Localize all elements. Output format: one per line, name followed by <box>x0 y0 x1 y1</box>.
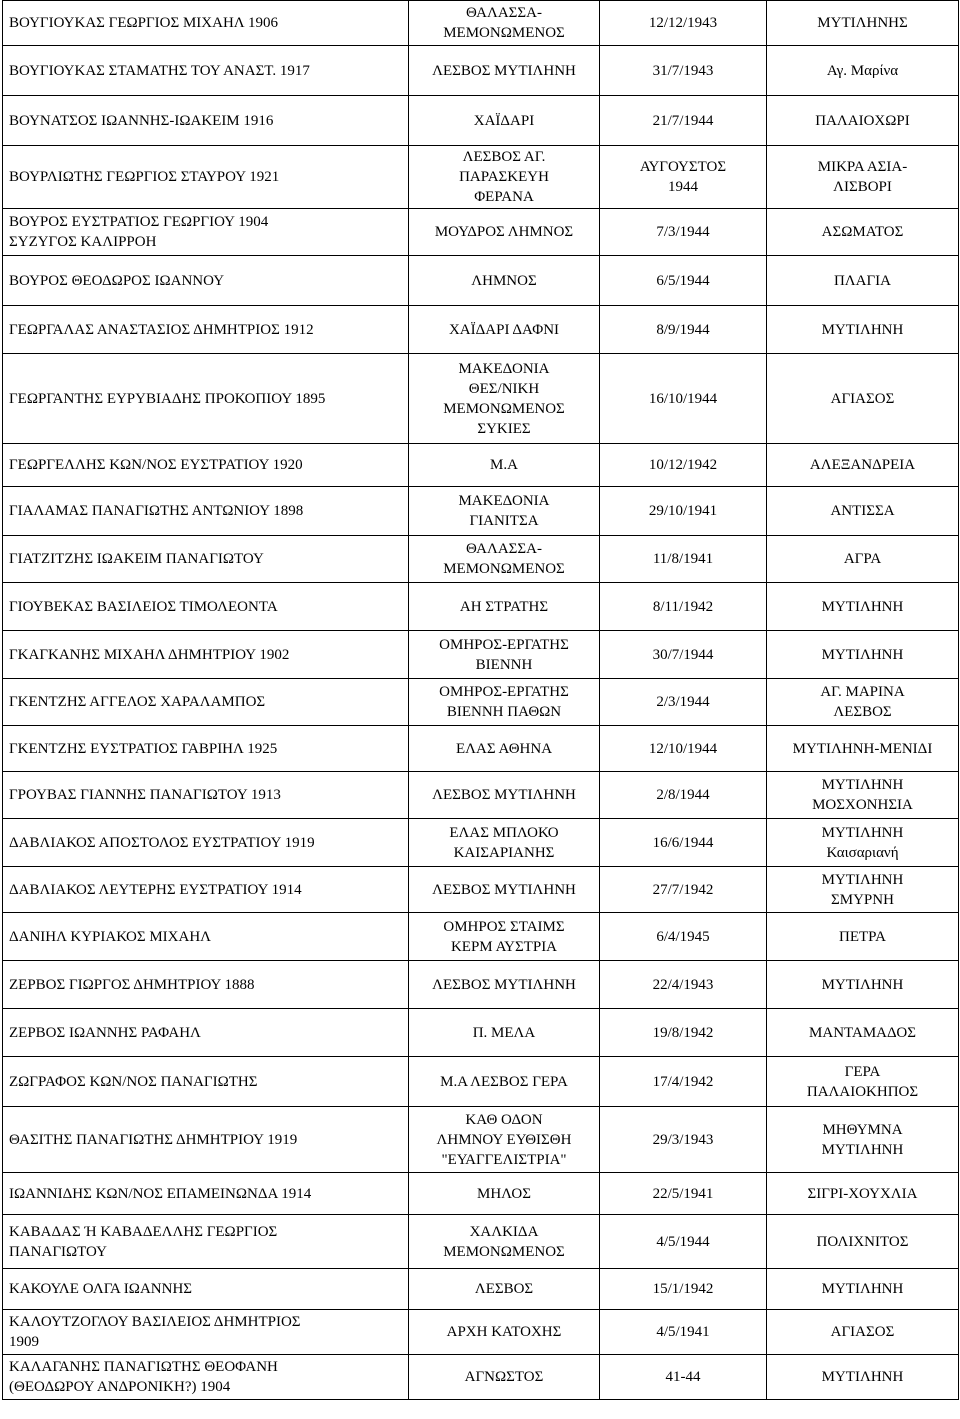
date-of-death: 19/8/1942 <box>600 1009 767 1057</box>
person-name: ΖΩΓΡΑΦΟΣ ΚΩΝ/ΝΟΣ ΠΑΝΑΓΙΩΤΗΣ <box>3 1057 409 1107</box>
person-name: ΓΡΟΥΒΑΣ ΓΙΑΝΝΗΣ ΠΑΝΑΓΙΩΤΟΥ 1913 <box>3 772 409 819</box>
table-row <box>3 961 959 1009</box>
place-of-origin: ΑΓΡΑ <box>767 536 959 583</box>
place-of-origin: ΜΗΘΥΜΝΑ ΜΥΤΙΛΗΝΗ <box>767 1107 959 1173</box>
table-row <box>3 631 959 679</box>
table-row <box>3 1355 959 1400</box>
place-of-origin: ΜΥΤΙΛΗΝΗ <box>767 961 959 1009</box>
table-row <box>3 1310 959 1355</box>
date-of-death: 12/12/1943 <box>600 1 767 46</box>
person-name: ΓΙΑΛΑΜΑΣ ΠΑΝΑΓΙΩΤΗΣ ΑΝΤΩΝΙΟΥ 1898 <box>3 487 409 536</box>
place-of-origin: ΜΥΤΙΛΗΝΗ <box>767 306 959 354</box>
place-of-death: ΑΗ ΣΤΡΑΤΗΣ <box>409 583 600 631</box>
table-row <box>3 46 959 96</box>
place-of-origin: ΜΥΤΙΛΗΝΗ-ΜΕΝΙΔΙ <box>767 726 959 772</box>
place-of-origin: Αγ. Μαρίνα <box>767 46 959 96</box>
place-of-origin: ΑΓ. ΜΑΡΙΝΑ ΛΕΣΒΟΣ <box>767 679 959 726</box>
date-of-death: 27/7/1942 <box>600 867 767 913</box>
person-name: ΚΑΒΑΔΑΣ Ή ΚΑΒΑΔΕΛΛΗΣ ΓΕΩΡΓΙΟΣ ΠΑΝΑΓΙΩΤΟΥ <box>3 1215 409 1269</box>
person-name: ΘΑΣΙΤΗΣ ΠΑΝΑΓΙΩΤΗΣ ΔΗΜΗΤΡΙΟΥ 1919 <box>3 1107 409 1173</box>
place-of-death: ΘΑΛΑΣΣΑ- ΜΕΜΟΝΩΜΕΝΟΣ <box>409 1 600 46</box>
table-row <box>3 1057 959 1107</box>
date-of-death: ΑΥΓΟΥΣΤΟΣ 1944 <box>600 146 767 209</box>
date-of-death: 22/5/1941 <box>600 1173 767 1215</box>
table-row <box>3 726 959 772</box>
date-of-death: 16/6/1944 <box>600 819 767 867</box>
table-row <box>3 354 959 444</box>
place-of-death: ΑΡΧΗ ΚΑΤΟΧΗΣ <box>409 1310 600 1355</box>
person-name: ΚΑΚΟΥΛΕ ΟΛΓΑ ΙΩΑΝΝΗΣ <box>3 1269 409 1310</box>
date-of-death: 7/3/1944 <box>600 209 767 256</box>
table-row <box>3 536 959 583</box>
date-of-death: 4/5/1944 <box>600 1215 767 1269</box>
table-row <box>3 96 959 146</box>
person-name: ΖΕΡΒΟΣ ΓΙΩΡΓΟΣ ΔΗΜΗΤΡΙΟΥ 1888 <box>3 961 409 1009</box>
person-name: ΓΙΟΥΒΕΚΑΣ ΒΑΣΙΛΕΙΟΣ ΤΙΜΟΛΕΟΝΤΑ <box>3 583 409 631</box>
date-of-death: 29/3/1943 <box>600 1107 767 1173</box>
place-of-death: ΑΓΝΩΣΤΟΣ <box>409 1355 600 1400</box>
place-of-death: ΛΕΣΒΟΣ ΜΥΤΙΛΗΝΗ <box>409 961 600 1009</box>
table-row <box>3 819 959 867</box>
person-name: ΙΩΑΝΝΙΔΗΣ ΚΩΝ/ΝΟΣ ΕΠΑΜΕΙΝΩΝΔΑ 1914 <box>3 1173 409 1215</box>
table-row <box>3 209 959 256</box>
place-of-origin: ΜΥΤΙΛΗΝΗ Καισαριανή <box>767 819 959 867</box>
place-of-death: ΧΑΪΔΑΡΙ <box>409 96 600 146</box>
place-of-death: ΧΑΪΔΑΡΙ ΔΑΦΝΙ <box>409 306 600 354</box>
place-of-death: ΜΑΚΕΔΟΝΙΑ ΘΕΣ/ΝΙΚΗ ΜΕΜΟΝΩΜΕΝΟΣ ΣΥΚΙΕΣ <box>409 354 600 444</box>
place-of-death: ΕΛΑΣ ΑΘΗΝΑ <box>409 726 600 772</box>
place-of-death: ΛΕΣΒΟΣ ΜΥΤΙΛΗΝΗ <box>409 46 600 96</box>
table-row <box>3 256 959 306</box>
place-of-origin: ΣΙΓΡΙ-ΧΟΥΧΛΙΑ <box>767 1173 959 1215</box>
place-of-death: ΟΜΗΡΟΣ ΣΤΑΙΜΣ ΚΕΡΜ ΑΥΣΤΡΙΑ <box>409 913 600 961</box>
table-row <box>3 1009 959 1057</box>
person-name: ΓΕΩΡΓΑΝΤΗΣ ΕΥΡΥΒΙΑΔΗΣ ΠΡΟΚΟΠΙΟΥ 1895 <box>3 354 409 444</box>
place-of-death: ΛΕΣΒΟΣ <box>409 1269 600 1310</box>
place-of-death: ΧΑΛΚΙΔΑ ΜΕΜΟΝΩΜΕΝΟΣ <box>409 1215 600 1269</box>
person-name: ΚΑΛΑΓΑΝΗΣ ΠΑΝΑΓΙΩΤΗΣ ΘΕΟΦΑΝΗ (ΘΕΟΔΩΡΟΥ ΑΝΔΡΟΝΙΚΗ?) 1904 <box>3 1355 409 1400</box>
casualty-table <box>2 0 959 1400</box>
place-of-origin: ΠΑΛΑΙΟΧΩΡΙ <box>767 96 959 146</box>
table-row <box>3 146 959 209</box>
person-name: ΒΟΥΡΟΣ ΘΕΟΔΩΡΟΣ ΙΩΑΝΝΟΥ <box>3 256 409 306</box>
place-of-death: ΜΗΛΟΣ <box>409 1173 600 1215</box>
person-name: ΒΟΥΝΑΤΣΟΣ ΙΩΑΝΝΗΣ-ΙΩΑΚΕΙΜ 1916 <box>3 96 409 146</box>
place-of-death: ΟΜΗΡΟΣ-ΕΡΓΑΤΗΣ ΒΙΕΝΝΗ <box>409 631 600 679</box>
date-of-death: 12/10/1944 <box>600 726 767 772</box>
place-of-death: Μ.Α ΛΕΣΒΟΣ ΓΕΡΑ <box>409 1057 600 1107</box>
date-of-death: 8/9/1944 <box>600 306 767 354</box>
table-row <box>3 1215 959 1269</box>
place-of-death: ΛΕΣΒΟΣ ΜΥΤΙΛΗΝΗ <box>409 772 600 819</box>
place-of-origin: ΑΛΕΞΑΝΔΡΕΙΑ <box>767 444 959 487</box>
place-of-origin: ΜΥΤΙΛΗΝΗ ΣΜΥΡΝΗ <box>767 867 959 913</box>
table-row <box>3 444 959 487</box>
person-name: ΓΚΕΝΤΖΗΣ ΑΓΓΕΛΟΣ ΧΑΡΑΛΑΜΠΟΣ <box>3 679 409 726</box>
table-row <box>3 1269 959 1310</box>
table-row <box>3 306 959 354</box>
person-name: ΒΟΥΓΙΟΥΚΑΣ ΓΕΩΡΓΙΟΣ ΜΙΧΑΗΛ 1906 <box>3 1 409 46</box>
date-of-death: 17/4/1942 <box>600 1057 767 1107</box>
place-of-death: ΕΛΑΣ ΜΠΛΟΚΟ ΚΑΙΣΑΡΙΑΝΗΣ <box>409 819 600 867</box>
date-of-death: 2/8/1944 <box>600 772 767 819</box>
place-of-origin: ΜΥΤΙΛΗΝΗ <box>767 631 959 679</box>
table-row <box>3 1107 959 1173</box>
table-row <box>3 772 959 819</box>
person-name: ΔΑΒΛΙΑΚΟΣ ΛΕΥΤΕΡΗΣ ΕΥΣΤΡΑΤΙΟΥ 1914 <box>3 867 409 913</box>
person-name: ΚΑΛΟΥΤΖΟΓΛΟΥ ΒΑΣΙΛΕΙΟΣ ΔΗΜΗΤΡΙΟΣ 1909 <box>3 1310 409 1355</box>
date-of-death: 41-44 <box>600 1355 767 1400</box>
place-of-origin: ΠΟΛΙΧΝΙΤΟΣ <box>767 1215 959 1269</box>
place-of-death: ΜΑΚΕΔΟΝΙΑ ΓΙΑΝΙΤΣΑ <box>409 487 600 536</box>
table-row <box>3 583 959 631</box>
table-row <box>3 1173 959 1215</box>
date-of-death: 30/7/1944 <box>600 631 767 679</box>
place-of-death: ΘΑΛΑΣΣΑ- ΜΕΜΟΝΩΜΕΝΟΣ <box>409 536 600 583</box>
place-of-origin: ΜΥΤΙΛΗΝΗ ΜΟΣΧΟΝΗΣΙΑ <box>767 772 959 819</box>
date-of-death: 21/7/1944 <box>600 96 767 146</box>
place-of-death: ΟΜΗΡΟΣ-ΕΡΓΑΤΗΣ ΒΙΕΝΝΗ ΠΑΘΩΝ <box>409 679 600 726</box>
date-of-death: 16/10/1944 <box>600 354 767 444</box>
date-of-death: 8/11/1942 <box>600 583 767 631</box>
table-row <box>3 1 959 46</box>
place-of-death: ΛΗΜΝΟΣ <box>409 256 600 306</box>
place-of-origin: ΑΓΙΑΣΟΣ <box>767 354 959 444</box>
place-of-origin: ΑΓΙΑΣΟΣ <box>767 1310 959 1355</box>
place-of-death: ΜΟΥΔΡΟΣ ΛΗΜΝΟΣ <box>409 209 600 256</box>
person-name: ΒΟΥΡΟΣ ΕΥΣΤΡΑΤΙΟΣ ΓΕΩΡΓΙΟΥ 1904 ΣΥΖΥΓΟΣ ΚΑΛΙΡΡΟΗ <box>3 209 409 256</box>
place-of-origin: ΜΙΚΡΑ ΑΣΙΑ- ΛΙΣΒΟΡΙ <box>767 146 959 209</box>
place-of-origin: ΓΕΡΑ ΠΑΛΑΙΟΚΗΠΟΣ <box>767 1057 959 1107</box>
person-name: ΔΑΝΙΗΛ ΚΥΡΙΑΚΟΣ ΜΙΧΑΗΛ <box>3 913 409 961</box>
date-of-death: 6/5/1944 <box>600 256 767 306</box>
date-of-death: 22/4/1943 <box>600 961 767 1009</box>
place-of-death: ΛΕΣΒΟΣ ΑΓ. ΠΑΡΑΣΚΕΥΗ ΦΕΡΑΝΑ <box>409 146 600 209</box>
table-row <box>3 679 959 726</box>
table-row <box>3 867 959 913</box>
person-name: ΓΚΕΝΤΖΗΣ ΕΥΣΤΡΑΤΙΟΣ ΓΑΒΡΙΗΛ 1925 <box>3 726 409 772</box>
place-of-origin: ΜΥΤΙΛΗΝΗ <box>767 1355 959 1400</box>
person-name: ΖΕΡΒΟΣ ΙΩΑΝΝΗΣ ΡΑΦΑΗΛ <box>3 1009 409 1057</box>
place-of-origin: ΑΣΩΜΑΤΟΣ <box>767 209 959 256</box>
person-name: ΓΙΑΤΖΙΤΖΗΣ ΙΩΑΚΕΙΜ ΠΑΝΑΓΙΩΤΟΥ <box>3 536 409 583</box>
date-of-death: 29/10/1941 <box>600 487 767 536</box>
place-of-origin: ΠΕΤΡΑ <box>767 913 959 961</box>
place-of-origin: ΜΥΤΙΛΗΝΗΣ <box>767 1 959 46</box>
table-body <box>3 1 959 1400</box>
date-of-death: 2/3/1944 <box>600 679 767 726</box>
place-of-death: Π. ΜΕΛΑ <box>409 1009 600 1057</box>
date-of-death: 15/1/1942 <box>600 1269 767 1310</box>
date-of-death: 10/12/1942 <box>600 444 767 487</box>
place-of-death: Μ.Α <box>409 444 600 487</box>
table-row <box>3 487 959 536</box>
person-name: ΓΕΩΡΓΕΛΛΗΣ ΚΩΝ/ΝΟΣ ΕΥΣΤΡΑΤΙΟΥ 1920 <box>3 444 409 487</box>
date-of-death: 31/7/1943 <box>600 46 767 96</box>
place-of-death: ΚΑΘ ΟΔΟΝ ΛΗΜΝΟΥ ΕΥΘΙΣΘΗ "ΕΥΑΓΓΕΛΙΣΤΡΙΑ" <box>409 1107 600 1173</box>
place-of-origin: ΜΥΤΙΛΗΝΗ <box>767 1269 959 1310</box>
person-name: ΔΑΒΛΙΑΚΟΣ ΑΠΟΣΤΟΛΟΣ ΕΥΣΤΡΑΤΙΟΥ 1919 <box>3 819 409 867</box>
date-of-death: 6/4/1945 <box>600 913 767 961</box>
table-row <box>3 913 959 961</box>
person-name: ΓΕΩΡΓΑΛΑΣ ΑΝΑΣΤΑΣΙΟΣ ΔΗΜΗΤΡΙΟΣ 1912 <box>3 306 409 354</box>
person-name: ΒΟΥΡΛΙΩΤΗΣ ΓΕΩΡΓΙΟΣ ΣΤΑΥΡΟΥ 1921 <box>3 146 409 209</box>
place-of-origin: ΜΑΝΤΑΜΑΔΟΣ <box>767 1009 959 1057</box>
date-of-death: 11/8/1941 <box>600 536 767 583</box>
place-of-origin: ΠΛΑΓΙΑ <box>767 256 959 306</box>
place-of-origin: ΜΥΤΙΛΗΝΗ <box>767 583 959 631</box>
place-of-origin: ΑΝΤΙΣΣΑ <box>767 487 959 536</box>
date-of-death: 4/5/1941 <box>600 1310 767 1355</box>
place-of-death: ΛΕΣΒΟΣ ΜΥΤΙΛΗΝΗ <box>409 867 600 913</box>
person-name: ΒΟΥΓΙΟΥΚΑΣ ΣΤΑΜΑΤΗΣ ΤΟΥ ΑΝΑΣΤ. 1917 <box>3 46 409 96</box>
person-name: ΓΚΑΓΚΑΝΗΣ ΜΙΧΑΗΛ ΔΗΜΗΤΡΙΟΥ 1902 <box>3 631 409 679</box>
